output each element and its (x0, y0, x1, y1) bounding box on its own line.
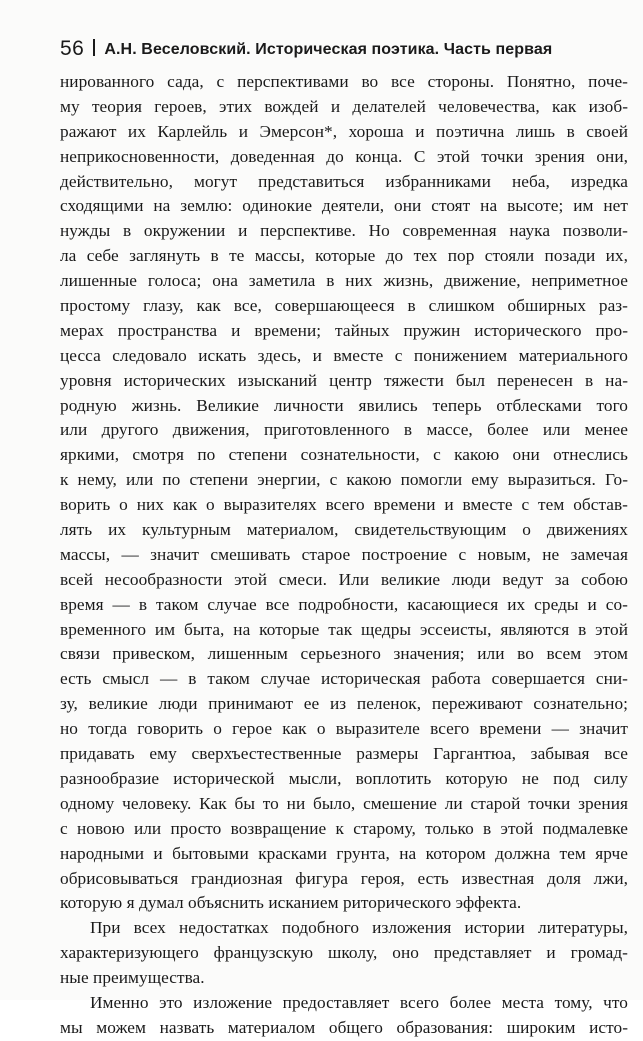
running-header (60, 38, 620, 61)
text-line: время — в таком случае все подробности, касающиеся их среды и со- (60, 594, 628, 614)
text-line: родную жизнь. Великие личности явились теперь отблесками того (60, 395, 628, 415)
text-line: мы можем назвать материалом общего образования: широким исто- (60, 1017, 628, 1037)
text-line: характеризующего французскую школу, оно представляет и громад- (60, 943, 628, 963)
page-number: 56 (60, 37, 85, 60)
text-line: с новою или просто возвращение к старому, только в этой подмалевке (60, 818, 628, 838)
text-line: нированного сада, с перспективами во все стороны. Понятно, поче- (60, 72, 628, 91)
text-line: неприкосновенности, доведенная до конца. С этой точки зрения они, (60, 146, 628, 166)
text-line: ражают их Карлейль и Эмерсон*, хороша и поэтична лишь в своей (60, 121, 628, 141)
running-title: А.Н. Веселовский. Историческая поэтика. Часть первая (104, 41, 553, 58)
text-line: есть смысл — в таком случае историческая работа совершается сни- (60, 669, 628, 689)
text-line: мерах пространства и времени; тайных пружин исторического про- (60, 320, 628, 340)
text-line: разнообразие исторической мысли, воплотить которую не под силу (60, 768, 628, 788)
text-line: придавать ему сверхъестественные размеры Гаргантюа, забывая все (60, 744, 628, 764)
body-text (60, 70, 628, 1041)
text-line: сходящими на землю: одинокие деятели, они стоят на высоте; им нет (60, 196, 628, 216)
text-line: лишенные голоса; она заметила в них жизнь, движение, неприметное (60, 271, 628, 291)
text-line: но тогда говорить о герое как о выразителе всего времени — значит (60, 719, 628, 739)
text-line: массы, — значит смешивать старое построение с новым, не замечая (60, 544, 628, 564)
text-line: лять их культурным материалом, свидетельствующим о движениях (60, 520, 628, 540)
text-line: народными и бытовыми красками грунта, на котором должна тем ярче (60, 843, 628, 863)
paragraph-start-line: Именно это изложение предоставляет всего более места тому, что (90, 992, 628, 1012)
text-line: всей несообразности этой смеси. Или великие люди ведут за собою (60, 569, 628, 589)
text-line: простому глазу, как все, совершающееся в слишком обширных раз- (60, 296, 628, 316)
text-line: которую я думал объяснить исканием риторического эффекта. (60, 893, 522, 913)
text-line: яркими, смотря по степени сознательности, с какою они отнеслись (60, 445, 628, 465)
text-line: цесса следовало искать здесь, и вместе с понижением материального (60, 345, 628, 365)
paragraph-start-line: При всех недостатках подобного изложения истории литературы, (90, 918, 628, 938)
header-separator (93, 39, 95, 56)
text-line: ворить о них как о выразителях всего времени и вместе с тем обстав- (60, 495, 628, 515)
text-line: уровня исторических изысканий центр тяжести был перенесен в на- (60, 370, 628, 390)
text-line: или другого движения, приготовленного в массе, более или менее (60, 420, 628, 440)
text-line: ла себе заглянуть в те массы, которые до тех пор стояли позади их, (60, 246, 628, 266)
text-line: одному человеку. Как бы то ни было, смешение ли старой точки зрения (60, 793, 628, 813)
text-line: ные преимущества. (60, 968, 205, 988)
text-line: связи привеском, лишенным серьезного значения; или во всем этом (60, 644, 628, 664)
text-line: обрисовываться грандиозная фигура героя, есть известная доля лжи, (60, 868, 628, 888)
text-line: временного им быта, на которые так щедры эссеисты, являются в этой (60, 619, 628, 639)
text-line: му теория героев, этих вождей и делателей человечества, как изоб- (60, 96, 628, 116)
text-line: зу, великие люди принимают ее из пеленок, переживают сознательно; (60, 694, 628, 714)
text-line: нужды в окружении и перспективе. Но современная наука позволи- (60, 221, 628, 241)
text-line: действительно, могут представиться избранниками неба, изредка (60, 171, 628, 191)
text-line: к нему, или по степени энергии, с какою помогли ему выразиться. Го- (60, 470, 628, 490)
